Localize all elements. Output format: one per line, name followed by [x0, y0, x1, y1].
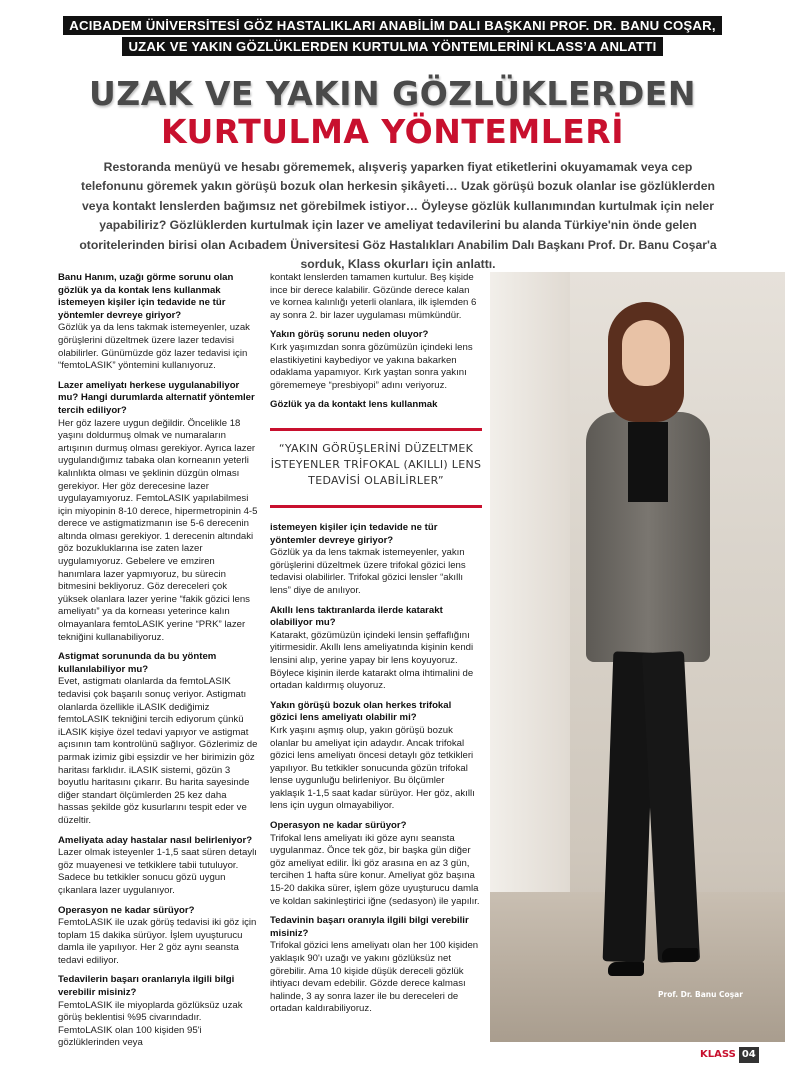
page-folio [700, 1047, 759, 1063]
question: Astigmat sorununda da bu yöntem kullanılabiliyor mu? [58, 651, 217, 675]
photo-face [622, 320, 670, 386]
headline-line-1: UZAK VE YAKIN GÖZLÜKLERDEN [89, 74, 696, 113]
question: Akıllı lens taktıranlarda ilerde katarakt olabiliyor mu? [270, 604, 443, 629]
answer: Katarakt, gözümüzün içindeki lensin şeffaflığını yitirmesidir. Akıllı lens ameliyatında kişinin kendi lensini alıp, yerine yapay bir lens koyuyoruz. Böylece kişinin ilerde katarakt olma ihtimalini de ortadan kaldırmış oluyoruz. [270, 629, 474, 692]
question: Lazer ameliyatı herkese uygulanabiliyor mu? Hangi durumlarda alternatif yöntemler tercih ediliyor? [58, 379, 255, 416]
answer: Gözlük ya da lens takmak istemeyenler, yakın görüşlerini düzeltmek üzere trifokal gözici lens tedavisi olabilirler. Trifokal gözici lensler “akıllı lens” diye de anılıyor. [270, 547, 466, 596]
answer: FemtoLASIK ile uzak görüş tedavisi iki göz için toplam 15 dakika sürüyor. İşlem uyuşturucu damla ile yapılıyor. Her 2 göz aynı seansta tedavi ediliyor. [58, 917, 257, 966]
article-column-2-top [270, 272, 480, 412]
answer: FemtoLASIK ile miyoplarda gözlüksüz uzak görüş beklentisi %95 civarındadır. FemtoLASIK olan 100 kişiden 95'i gözlüklerinden veya [58, 999, 243, 1049]
kicker-line-1: ACIBADEM ÜNİVERSİTESİ GÖZ HASTALIKLARI ANABİLİM DALI BAŞKANI PROF. DR. BANU COŞAR, [63, 16, 721, 35]
answer: Evet, astigmatı olanlarda da femtoLASIK tedavisi çok başarılı sonuç veriyor. Astigmatı olanlarda özellikle iLASIK dediğimiz femtoLASIK tekniğini tercih ediyorum çünkü iLASIK kişiye özel tedavi yapıyor ve astigmat açısının tam kontrolünü sağlıyor. Gözlerimiz de parmak izimiz gibi eşsizdir ve her birimizin göz haritası farklıdır. iLASIK sistemi, gözün 3 boyutlu haritasını çıkarır. Bu harita sayesinde diğer standart ölçümlerden 25 kez daha hassas şekilde göz kusurlarını tespit eder ve düzeltir. [58, 676, 258, 826]
portrait-photo [490, 272, 785, 1042]
answer: Trifokal lens ameliyatı iki göze aynı seansta uygulanmaz. Önce tek göz, bir başka gün diğer göz ameliyat edilir. İki göz arasına en az 3 gün, tercihen 1 hafta süre konur. Ameliyat göz başına 15-20 dakika sürer, işlem göze uyuşturucu damla ve koldan sakinleştirici iğne (sedasyon) ile yapılır. [270, 832, 480, 907]
headline-line-2: KURTULMA YÖNTEMLERİ [161, 112, 624, 151]
photo-shoe-right [662, 948, 698, 962]
answer: Trifokal gözici lens ameliyatı olan her 100 kişiden yaklaşık 90'ı uzağı ve yakını gözlüksüz net görebilir. Ama 10 kişide düşük dereceli gözlük ihtiyacı devam edebilir. Gözde derece kalması halinde, 3 ay sonra lazer ile bu dereceleri de ortadan kaldırabiliyoruz. [270, 940, 479, 1015]
article-column-2-bottom [270, 522, 480, 1020]
answer: Kırk yaşını aşmış olup, yakın görüşü bozuk olanlar bu ameliyat için adaydır. Ancak trifokal gözici lens ameliyatı öncesi detaylı göz tetkikleri yapılıyor. Bu tetkikler sonucunda gözün trifokal lense uygunluğu belirleniyor. Bu ölçümler yaklaşık 1-1,5 saat kadar sürüyor. Her göz, akıllı lens için uygun olmayabiliyor. [270, 724, 475, 812]
photo-top [628, 422, 668, 502]
question: Operasyon ne kadar sürüyor? [58, 904, 195, 916]
question: Yakın görüş sorunu neden oluyor? [270, 329, 429, 341]
question: Yakın görüşü bozuk olan herkes trifokal gözici lens ameliyatı olabilir mi? [270, 699, 452, 724]
question: Banu Hanım, uzağı görme sorunu olan gözlük ya da kontak lens kullanmak istemeyen kişiler için tedavide ne tür yöntemler devreye giriyor? [58, 272, 234, 321]
pull-quote: “YAKIN GÖRÜŞLERİNİ DÜZELTMEK İSTEYENLER TRİFOKAL (AKILLI) LENS TEDAVİSİ OLABİLİRLER” [270, 428, 482, 508]
answer: kontakt lenslerden tamamen kurtulur. Beş kişide ince bir derece kalabilir. Gözünde derece kalan ve kornea kalınlığı yeterli olanlara, ilk işlemden 6 ay sonra 2. bir lazer uygulaması mümkündür. [270, 272, 477, 321]
kicker-line-2: UZAK VE YAKIN GÖZLÜKLERDEN KURTULMA YÖNTEMLERİNİ KLASS’A ANLATTI [122, 37, 662, 56]
kicker [0, 16, 785, 58]
article-column-1 [58, 272, 258, 1054]
photo-shoe-left [608, 962, 644, 976]
question: Gözlük ya da kontakt lens kullanmak [270, 399, 438, 411]
answer: Gözlük ya da lens takmak istemeyenler, uzak görüşlerini düzeltmek üzere lazer tedavisi olabilirler. Günümüzde göz lazer tedavisi için “femtoLASIK” yöntemini kullanıyoruz. [58, 322, 250, 372]
question: Tedavilerin başarı oranlarıyla ilgili bilgi verebilir misiniz? [58, 974, 235, 999]
answer: Her göz lazere uygun değildir. Öncelikle 18 yaşını doldurmuş olmak ve numaraların artışının durmuş olması gerekiyor. Ayrıca lazer uygulandığımız tabaka olan korneanın yeterli kalınlıkta olması ve şeklinin düzgün olması gerekiyor. Her göz derecesine lazer uygulayamıyoruz. FemtoLASIK yapılabilmesi için miyopinin 8-10 derece, hipermetropinin 4-5 derece ve astigmatizmanın ise 5-6 derecenin altında olması gerekiyor. 1 derecenin altındaki göz bozukluklarına ise zaten lazer uygulamıyoruz. Gebelere ve emziren hanımlara lazer yapmıyoruz, bu sürecin bitmesini bekliyoruz. Göz dereceleri çok yüksek olanlara lazer yerine “fakik gözici lens ameliyatı” ya da korneası yeterince kalın olmayanlara femtoLASIK yerine “PRK” lazer tekniğini kullanabiliyoruz. [58, 417, 258, 643]
question: istemeyen kişiler için tedavide ne tür yöntemler devreye giriyor? [270, 522, 438, 546]
answer: Kırk yaşımızdan sonra gözümüzün içindeki lens elastikiyetini kaybediyor ve yakına bakarken odaklama yapamıyor. Kırk yaştan sonra yakını görememeye “presbiyopi” adını veriyoruz. [270, 341, 473, 391]
photo-caption: Prof. Dr. Banu Coşar [658, 990, 743, 999]
answer: Lazer olmak isteyenler 1-1,5 saat süren detaylı göz muayenesi ve tetkiklere tabii tutuluyor. Sadece bu tetkikler sonucu gözü uygun çıkanlara lazer uygulanıyor. [58, 847, 257, 896]
question: Operasyon ne kadar sürüyor? [270, 820, 407, 832]
page-number: 04 [739, 1047, 759, 1063]
question: Ameliyata aday hastalar nasıl belirleniyor? [58, 834, 253, 846]
question: Tedavinin başarı oranıyla ilgili bilgi verebilir misiniz? [270, 915, 469, 939]
intro-paragraph: Restoranda menüyü ve hesabı görememek, alışveriş yaparken fiyat etiketlerini okuyamamak veya cep telefonunu göremek yakın görüşü bozuk olan herkesin şikâyeti… Uzak görüşü bozuk olanlar ise gözlüklerden veya kontakt lenslerden bağımsız net görebilmek istiyor… Öyleyse gözlük kullanımından kurtulmak için neler yapabiliriz? Gözlüklerden kurtulmak için lazer ve ameliyat tedavilerini bu alanda Türkiye'nin önde gelen otoritelerinden birisi olan Acıbadem Üniversitesi Göz Hastalıkları Anabilim Dalı Başkanı Prof. Dr. Banu Coşar'a sorduk, Klass okurları için anlattı. [79, 160, 717, 272]
magazine-name: KLASS [700, 1049, 736, 1060]
